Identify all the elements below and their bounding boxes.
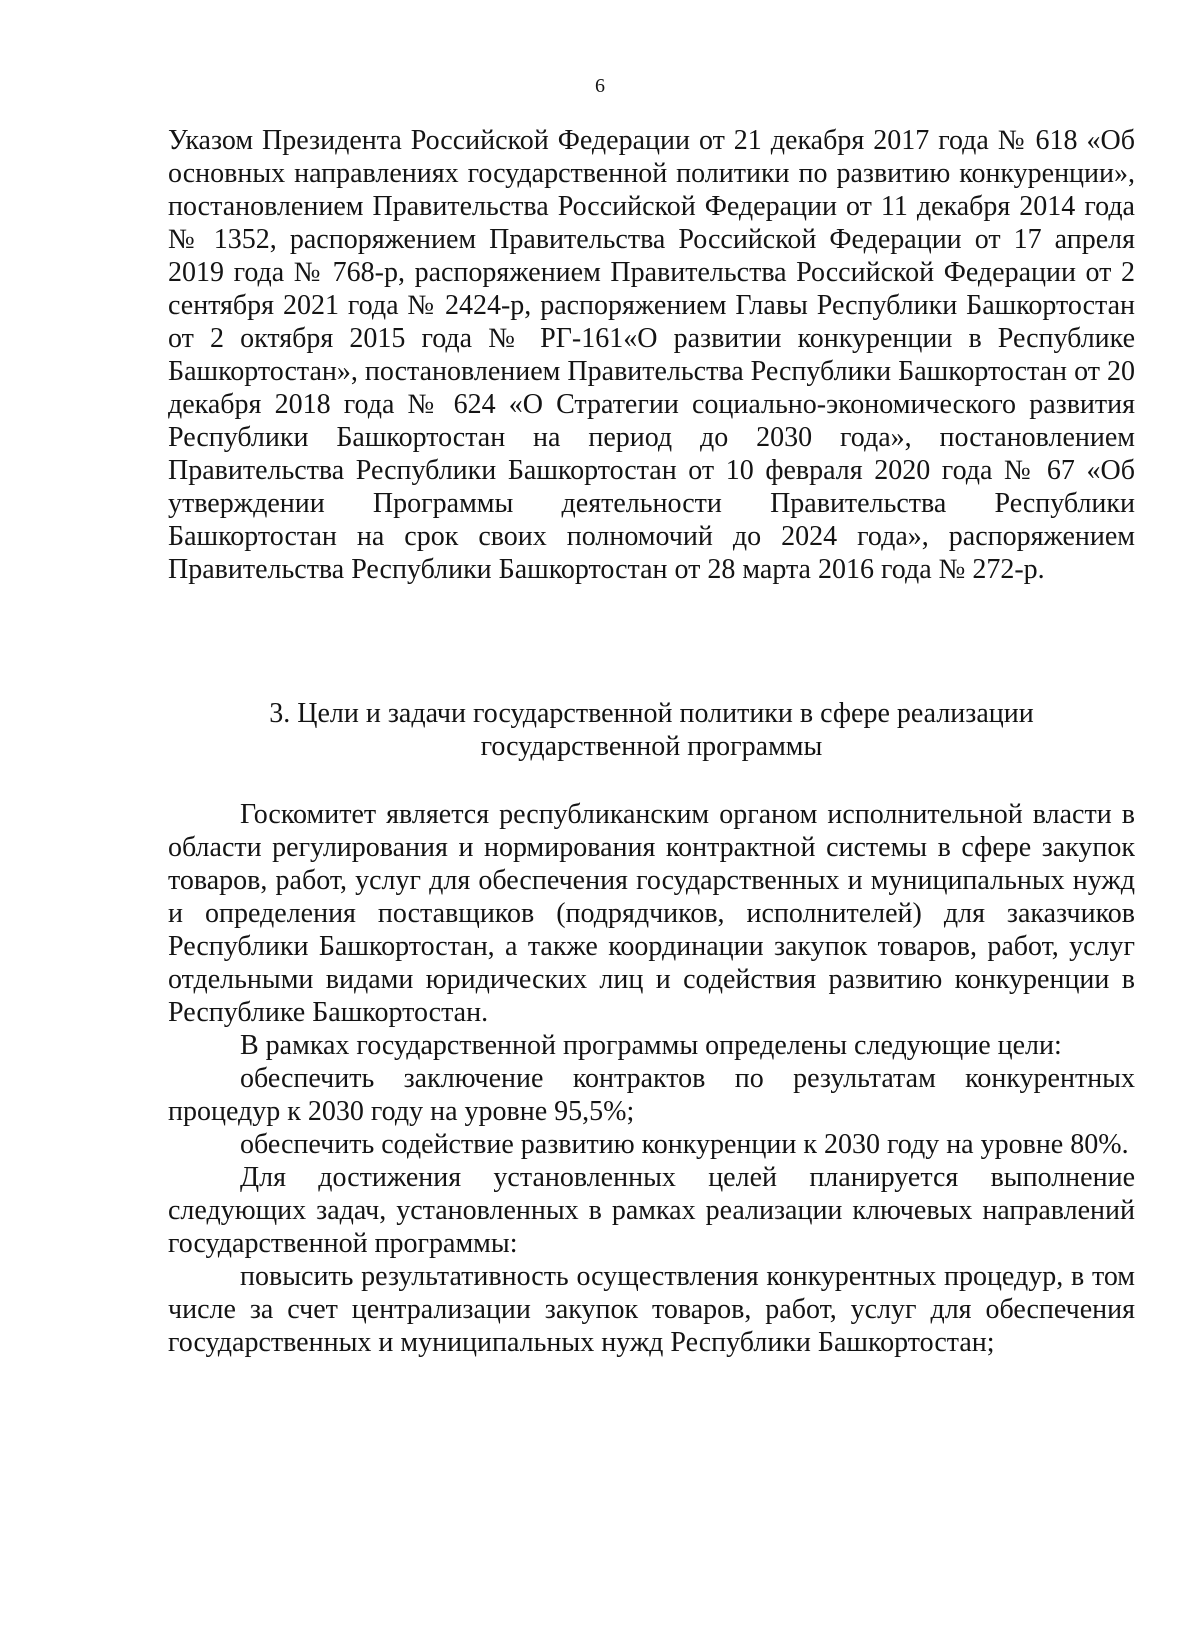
section-heading: [168, 697, 1135, 763]
section-heading-line-1: 3. Цели и задачи государственной политики в сфере реализации: [269, 698, 1034, 729]
main-text-block: [168, 798, 1135, 1359]
paragraph-tasks-intro: Для достижения установленных целей планируется выполнение следующих задач, установленных в рамках реализации ключевых направлений государственной программы:: [168, 1162, 1135, 1259]
paragraph-goal-contracts: обеспечить заключение контрактов по результатам конкурентных процедур к 2030 году на уровне 95,5%;: [168, 1063, 1135, 1127]
paragraph-goal-competition: обеспечить содействие развитию конкуренции к 2030 году на уровне 80%.: [240, 1129, 1129, 1160]
paragraph-task-procedures: повысить результативность осуществления конкурентных процедур, в том числе за счет централизации закупок товаров, работ, услуг для обеспечения государственных и муниципальных нужд Республики Башкортостан;: [168, 1261, 1135, 1358]
paragraph-goals-intro: В рамках государственной программы определены следующие цели:: [240, 1030, 1062, 1061]
intro-text-block: [168, 124, 1135, 586]
paragraph-goskomitet: Госкомитет является республиканским органом исполнительной власти в области регулирования и нормирования контрактной системы в сфере закупок товаров, работ, услуг для обеспечения государственных и муниципальных нужд и определения поставщиков (подрядчиков, исполнителей) для заказчиков Республики Башкортостан, а также координации закупок товаров, работ, услуг отдельными видами юридических лиц и содействия развитию конкуренции в Республике Башкортостан.: [168, 799, 1135, 1028]
section-heading-line-2: государственной программы: [480, 731, 823, 762]
page-number: 6: [595, 75, 605, 97]
intro-paragraph: Указом Президента Российской Федерации от 21 декабря 2017 года № 618 «Об основных направлениях государственной политики по развитию конкуренции», постановлением Правительства Российской Федерации от 11 декабря 2014 года № 1352, распоряжением Правительства Российской Федерации от 17 апреля 2019 года № 768-р, распоряжением Правительства Российской Федерации от 2 сентября 2021 года № 2424-р, распоряжением Главы Республики Башкортостан от 2 октября 2015 года № РГ-161«О развитии конкуренции в Республике Башкортостан», постановлением Правительства Республики Башкортостан от 20 декабря 2018 года № 624 «О Стратегии социально-экономического развития Республики Башкортостан на период до 2030 года», постановлением Правительства Республики Башкортостан от 10 февраля 2020 года № 67 «Об утверждении Программы деятельности Правительства Республики Башкортостан на срок своих полномочий до 2024 года», распоряжением Правительства Республики Башкортостан от 28 марта 2016 года № 272-р.: [168, 125, 1135, 585]
